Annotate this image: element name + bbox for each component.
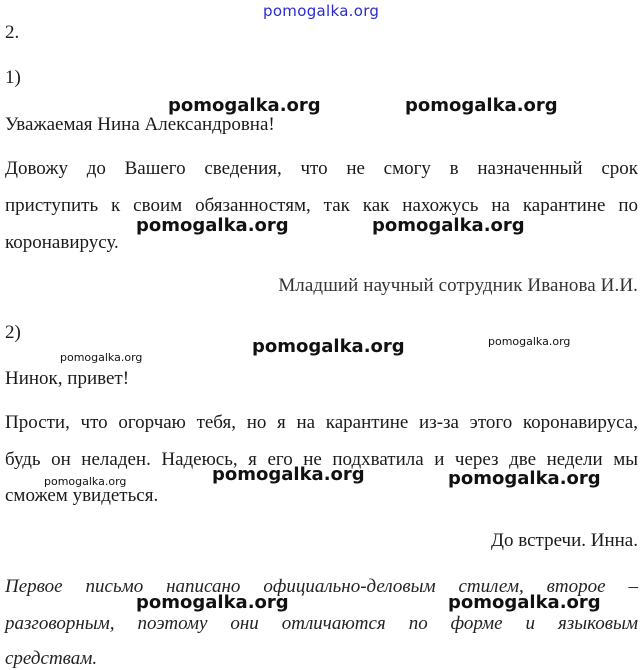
watermark: pomogalka.org [136,592,289,613]
letter1-body-line-1: Довожу до Вашего сведения, что не смогу в назначенный срок [5,158,638,179]
watermark: pomogalka.org [136,215,289,236]
watermark: pomogalka.org [448,468,601,489]
letter2-body-line-3: сможем увидеться. [5,485,159,506]
letter1-signature: Младший научный сотрудник Иванова И.И. [278,275,638,296]
task-number: 2. [5,22,20,43]
watermark: pomogalka.org [448,592,601,613]
conclusion-line-3: средствам. [5,648,98,669]
watermark-top: pomogalka.org [263,2,380,20]
letter2-signature: До встречи. Инна. [491,530,638,551]
watermark: pomogalka.org [252,336,405,357]
conclusion-line-2: разговорным, поэтому они отличаются по форме и языковым [5,613,638,634]
watermark: pomogalka.org [212,464,365,485]
letter2-body-line-1: Прости, что огорчаю тебя, но я на карантине из-за этого коронавируса, [5,412,638,433]
letter2-body-line-2: будь он неладен. Надеюсь, я его не подхватила и через две недели мы [5,449,638,470]
watermark: pomogalka.org [372,215,525,236]
letter2-greeting: Нинок, привет! [5,368,130,389]
watermark: pomogalka.org [488,335,571,348]
watermark: pomogalka.org [44,475,127,488]
letter1-number: 1) [5,67,21,88]
letter1-body-line-3: коронавирусу. [5,232,119,253]
letter2-number: 2) [5,322,21,343]
letter1-greeting: Уважаемая Нина Александровна! [5,114,275,135]
watermark: pomogalka.org [405,95,558,116]
watermark: pomogalka.org [168,95,321,116]
watermark: pomogalka.org [60,351,143,364]
conclusion-line-1: Первое письмо написано официально-деловым стилем, второе – [5,576,638,597]
letter1-body-line-2: приступить к своим обязанностям, так как нахожусь на карантине по [5,195,638,216]
